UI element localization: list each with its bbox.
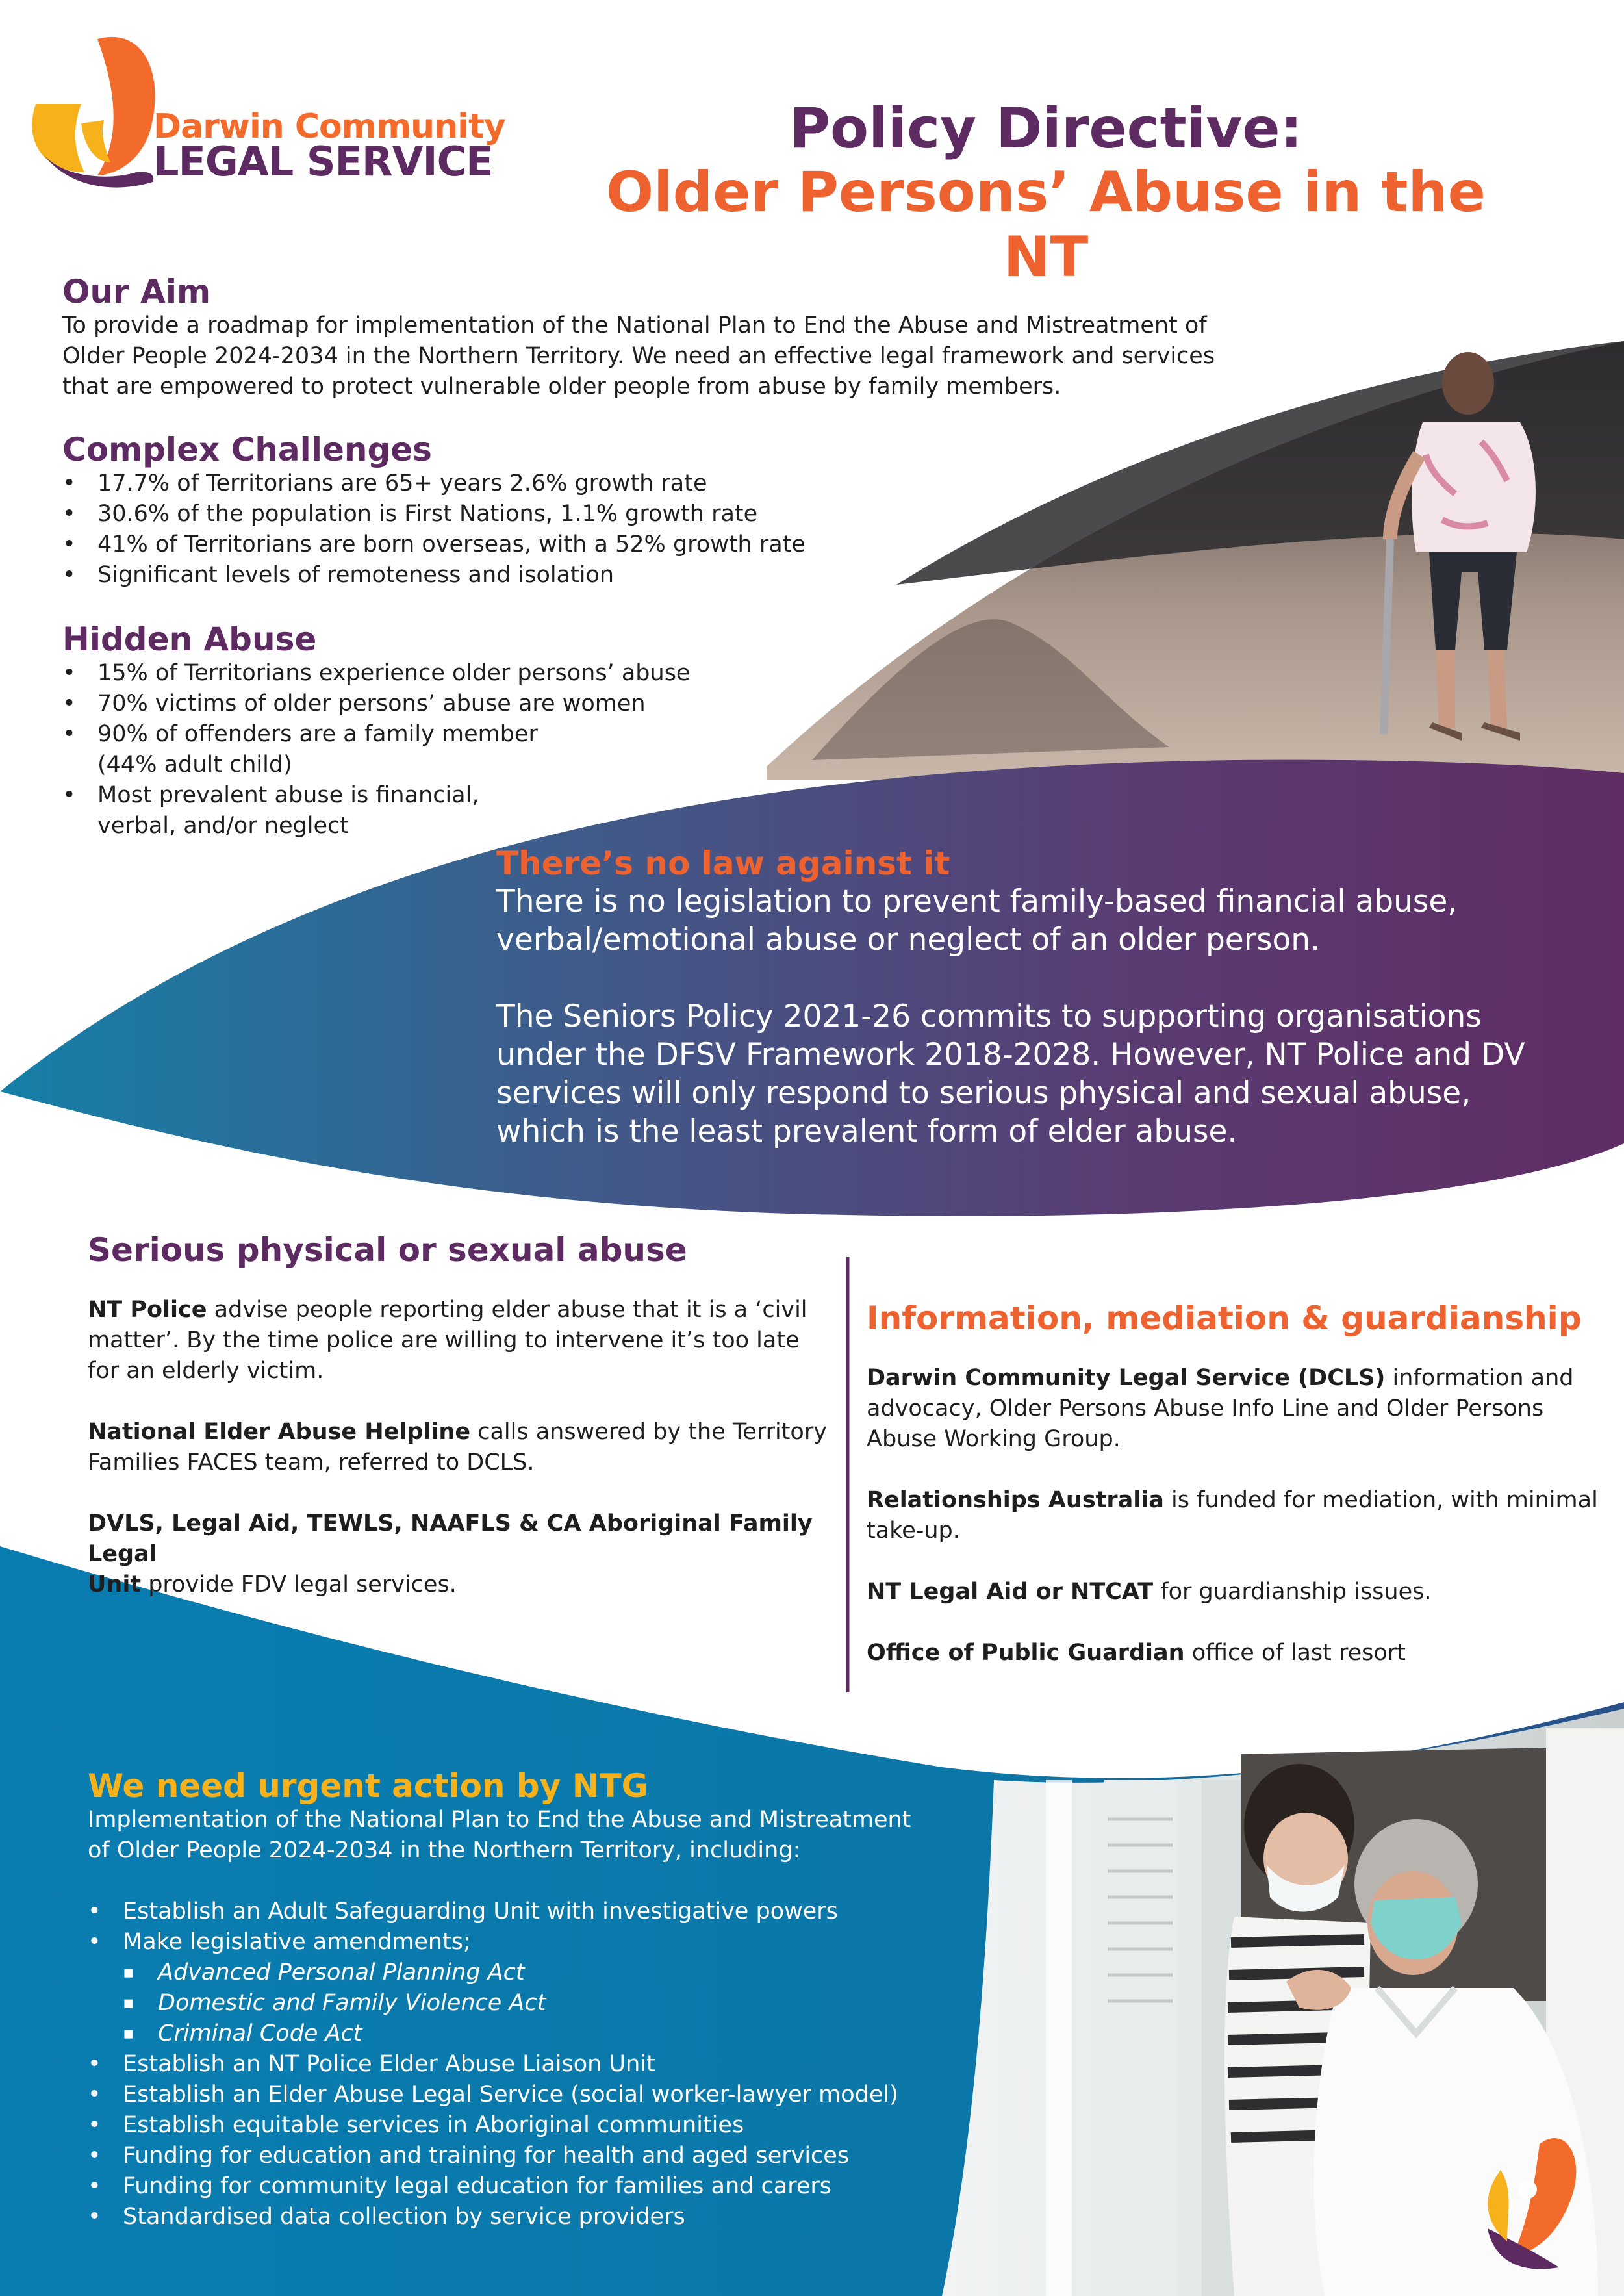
serious-section xyxy=(88,1231,835,1631)
text-span: for guardianship issues. xyxy=(1153,1579,1432,1605)
text-span: Families FACES team, referred to DCLS. xyxy=(88,1449,535,1475)
list-item: • Significant levels of remoteness and isolation xyxy=(62,560,907,591)
list-item: • Establish equitable services in Aboriginal communities xyxy=(88,2110,997,2141)
no-law-section xyxy=(496,845,1601,1151)
text-span: office of last resort xyxy=(1184,1640,1406,1666)
action-section xyxy=(88,1767,997,2232)
list-item xyxy=(62,719,777,780)
text-line: under the DFSV Framework 2018-2028. However, NT Police and DV xyxy=(496,1037,1525,1073)
aim-line: To provide a roadmap for implementation of the National Plan to End the Abuse and Mistreatment of xyxy=(62,313,1207,338)
text-span: advocacy, Older Persons Abuse Info Line and Older Persons xyxy=(867,1396,1544,1422)
action-list xyxy=(88,1896,997,2232)
serious-para-helpline xyxy=(88,1417,835,1478)
bold-label: National Elder Abuse Helpline xyxy=(88,1419,471,1445)
challenges-heading: Complex Challenges xyxy=(62,431,432,468)
list-item: • Standardised data collection by service providers xyxy=(88,2202,997,2232)
text-line: The Seniors Policy 2021-26 commits to supporting organisations xyxy=(496,999,1482,1034)
bold-label: DVLS, Legal Aid, TEWLS, NAAFLS & CA Aboriginal Family Legal xyxy=(88,1511,813,1567)
info-para-relationships xyxy=(867,1485,1607,1546)
list-item: • 41% of Territorians are born overseas, with a 52% growth rate xyxy=(62,529,907,560)
info-section xyxy=(867,1299,1607,1699)
bold-label: NT Legal Aid or NTCAT xyxy=(867,1579,1154,1605)
text-span: Abuse Working Group. xyxy=(867,1426,1121,1452)
no-law-heading: There’s no law against it xyxy=(496,845,950,882)
info-heading: Information, mediation & guardianship xyxy=(867,1299,1582,1337)
list-item: • Establish an Elder Abuse Legal Service (social worker-lawyer model) xyxy=(88,2080,997,2110)
list-item: • Funding for community legal education for families and carers xyxy=(88,2171,997,2202)
aim-section xyxy=(62,273,1297,402)
serious-para-services xyxy=(88,1509,835,1600)
list-item: • Establish an NT Police Elder Abuse Liaison Unit xyxy=(88,2049,997,2080)
info-text xyxy=(867,1363,1607,1668)
text-line: services will only respond to serious physical and sexual abuse, xyxy=(496,1075,1471,1111)
text-line: Implementation of the National Plan to End the Abuse and Mistreatment xyxy=(88,1807,911,1833)
title-line1: Policy Directive: xyxy=(789,96,1302,161)
logo-line1: Darwin Community xyxy=(153,107,505,146)
info-para-guardian xyxy=(867,1638,1607,1668)
bold-label: NT Police xyxy=(88,1297,207,1323)
list-item-line: (44% adult child) xyxy=(97,752,292,778)
list-item: • Make legislative amendments; xyxy=(88,1927,997,1958)
text-span: is funded for mediation, with minimal xyxy=(1163,1487,1598,1513)
aim-text xyxy=(62,311,1297,402)
list-item xyxy=(62,780,777,841)
text-span: advise people reporting elder abuse that it is a ‘civil xyxy=(207,1297,807,1323)
list-subitem: ▪ Domestic and Family Violence Act xyxy=(88,1988,997,2019)
serious-para-police xyxy=(88,1295,835,1386)
action-heading: We need urgent action by NTG xyxy=(88,1767,648,1805)
no-law-para2 xyxy=(496,997,1601,1151)
hidden-section xyxy=(62,620,777,841)
info-para-dcls xyxy=(867,1363,1607,1455)
list-item: • 70% victims of older persons’ abuse are women xyxy=(62,689,777,719)
serious-heading: Serious physical or sexual abuse xyxy=(88,1231,687,1269)
text-line: verbal/emotional abuse or neglect of an older person. xyxy=(496,922,1321,958)
text-line: There is no legislation to prevent family-based financial abuse, xyxy=(496,884,1458,919)
aim-line: Older People 2024-2034 in the Northern Territory. We need an effective legal framework and services xyxy=(62,343,1215,369)
bold-label: Office of Public Guardian xyxy=(867,1640,1185,1666)
list-item: • 15% of Territorians experience older persons’ abuse xyxy=(62,658,777,689)
list-item-line: 90% of offenders are a family member xyxy=(97,721,538,747)
text-span: information and xyxy=(1385,1365,1574,1391)
no-law-para1 xyxy=(496,882,1601,959)
bold-label: Unit xyxy=(88,1572,142,1598)
logo-line2: LEGAL SERVICE xyxy=(153,138,493,185)
hidden-list xyxy=(62,658,777,841)
title-line2: Older Persons’ Abuse in the NT xyxy=(606,160,1486,290)
info-para-legal-aid xyxy=(867,1577,1607,1607)
aim-line: that are empowered to protect vulnerable older people from abuse by family members. xyxy=(62,374,1061,400)
challenges-list xyxy=(62,468,907,591)
text-line: which is the least prevalent form of elder abuse. xyxy=(496,1114,1237,1149)
text-line: of Older People 2024-2034 in the Northern Territory, including: xyxy=(88,1837,801,1863)
list-item-line: verbal, and/or neglect xyxy=(97,813,349,839)
list-item-line: Most prevalent abuse is financial, xyxy=(97,782,479,808)
list-item: • Funding for education and training for health and aged services xyxy=(88,2141,997,2171)
text-span: take-up. xyxy=(867,1518,960,1544)
action-intro xyxy=(88,1805,997,1866)
list-item: • 17.7% of Territorians are 65+ years 2.6% growth rate xyxy=(62,468,907,499)
challenges-section xyxy=(62,431,907,591)
text-span: for an elderly victim. xyxy=(88,1358,324,1384)
aim-heading: Our Aim xyxy=(62,273,211,311)
serious-text xyxy=(88,1295,835,1600)
list-item: • 30.6% of the population is First Nations, 1.1% growth rate xyxy=(62,499,907,529)
list-item: • Establish an Adult Safeguarding Unit with investigative powers xyxy=(88,1896,997,1927)
text-span: matter’. By the time police are willing to intervene it’s too late xyxy=(88,1327,800,1353)
hidden-heading: Hidden Abuse xyxy=(62,620,317,658)
text-span: provide FDV legal services. xyxy=(141,1572,457,1598)
bold-label: Relationships Australia xyxy=(867,1487,1164,1513)
text-span: calls answered by the Territory xyxy=(470,1419,827,1445)
list-subitem: ▪ Criminal Code Act xyxy=(88,2019,997,2049)
bold-label: Darwin Community Legal Service (DCLS) xyxy=(867,1365,1386,1391)
list-subitem: ▪ Advanced Personal Planning Act xyxy=(88,1958,997,1988)
